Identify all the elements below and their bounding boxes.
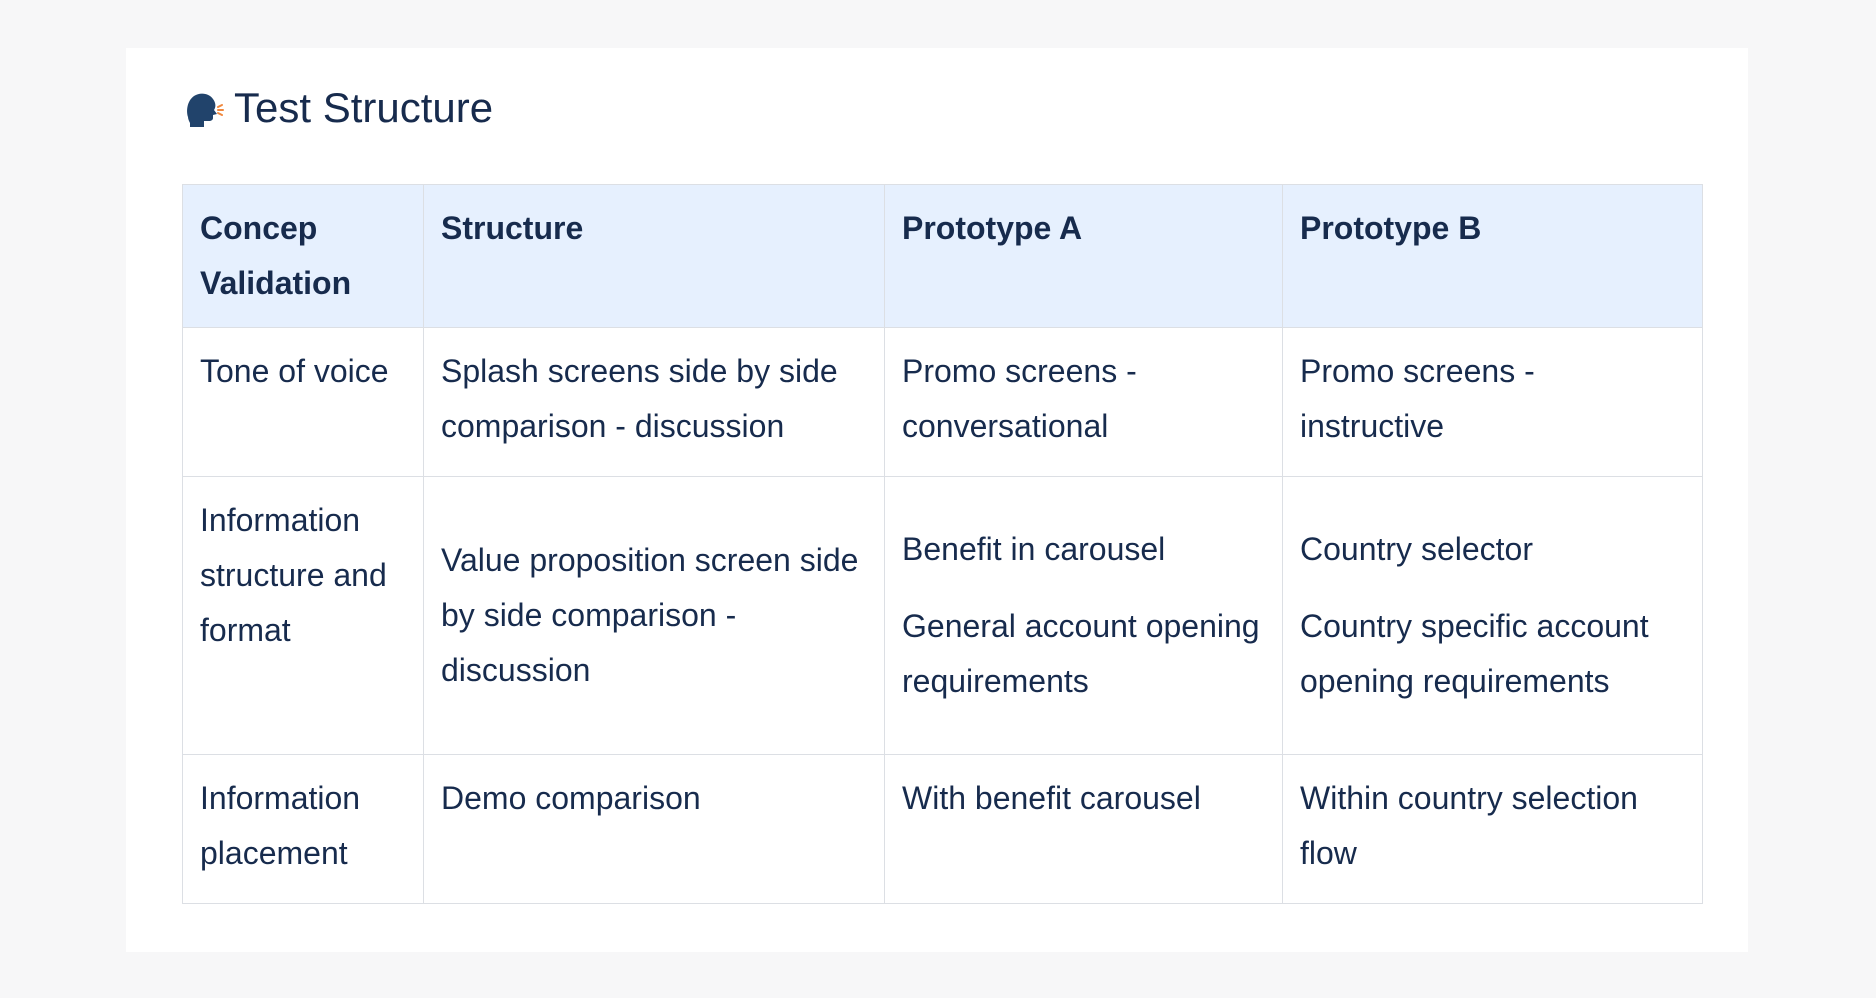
prototype-b-text: Country specific account opening requirements bbox=[1300, 608, 1649, 699]
prototype-a-cell bbox=[885, 328, 1283, 477]
structure-cell: Value proposition screen side by side comparison - discussion bbox=[424, 477, 885, 755]
structure-cell: Demo comparison bbox=[424, 755, 885, 904]
prototype-b-text: Promo screens - instructive bbox=[1300, 353, 1535, 444]
test-structure-table bbox=[182, 184, 1703, 904]
prototype-b-cell bbox=[1283, 328, 1703, 477]
column-header-prototype-a: Prototype A bbox=[885, 185, 1283, 328]
prototype-b-cell bbox=[1283, 477, 1703, 755]
prototype-a-cell bbox=[885, 477, 1283, 755]
concept-cell: Information structure and format bbox=[183, 477, 424, 755]
prototype-a-cell bbox=[885, 755, 1283, 904]
column-header-structure: Structure bbox=[424, 185, 885, 328]
concept-cell: Information placement bbox=[183, 755, 424, 904]
prototype-b-text: Within country selection flow bbox=[1300, 780, 1638, 871]
page-title: Test Structure bbox=[234, 84, 494, 131]
prototype-b-cell bbox=[1283, 755, 1703, 904]
structure-cell: Splash screens side by side comparison - discussion bbox=[424, 328, 885, 477]
prototype-a-text: Benefit in carousel bbox=[902, 531, 1166, 567]
section-heading bbox=[182, 78, 493, 138]
table-row bbox=[183, 477, 1703, 755]
prototype-a-text: General account opening requirements bbox=[902, 608, 1260, 699]
table-header-row bbox=[183, 185, 1703, 328]
column-header-concept: Concep Validation bbox=[183, 185, 424, 328]
column-header-prototype-b: Prototype B bbox=[1283, 185, 1703, 328]
table-row bbox=[183, 755, 1703, 904]
speaking-head-icon bbox=[182, 87, 224, 129]
prototype-b-text: Country selector bbox=[1300, 531, 1533, 567]
content-card bbox=[126, 48, 1748, 952]
table-row bbox=[183, 328, 1703, 477]
prototype-a-text: With benefit carousel bbox=[902, 780, 1201, 816]
prototype-a-text: Promo screens - conversational bbox=[902, 353, 1137, 444]
concept-cell: Tone of voice bbox=[183, 328, 424, 477]
